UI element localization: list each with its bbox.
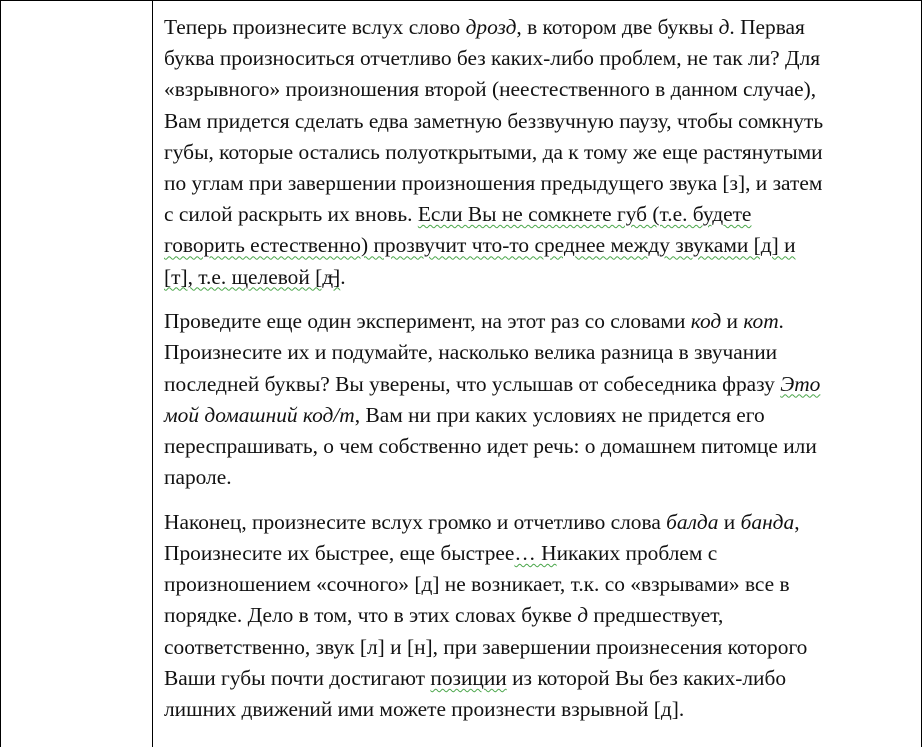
text-line	[164, 74, 916, 105]
text-run: переспрашивать, о чем собственно идет речь: о домашнем питомце или	[164, 433, 817, 458]
text-run: Вам придется сделать едва заметную беззвучную паузу, чтобы сомкнуть	[164, 108, 824, 133]
text-run: Наконец, произнесите вслух громко и отчетливо слова	[164, 509, 667, 534]
text-run: Произнесите их и подумайте, насколько велика разница в звучании	[164, 340, 778, 365]
text-line	[164, 43, 916, 74]
text-line	[164, 462, 916, 493]
text-line	[164, 600, 916, 631]
text-line	[164, 369, 916, 400]
spellcheck-flagged-text: … Н	[514, 541, 557, 565]
italic-word: кот.	[743, 309, 785, 334]
paragraph	[164, 306, 916, 493]
italic-word: д	[577, 603, 589, 628]
text-run: пароле.	[164, 465, 232, 490]
spellcheck-flagged-text: Если Вы не сомкнете губ (т.е. будете	[417, 202, 752, 227]
text-run: по углам при завершении произношения предыдущего звука [з], и затем	[164, 170, 823, 195]
text-line	[164, 199, 916, 230]
text-run: произношением «сочного» [д] не возникает, т.к. со «взрывами» все в	[164, 572, 790, 597]
text-run: губы, которые остались полуоткрытыми, да к тому же еще растянутыми	[164, 139, 823, 164]
paragraph	[164, 507, 916, 725]
text-line	[164, 569, 916, 600]
spellcheck-flagged-text: Это	[780, 371, 821, 396]
text-run: последней буквы? Вы уверены, что услышав от собеседника фразу	[164, 371, 781, 396]
paragraph	[164, 12, 916, 293]
italic-word: д	[718, 15, 730, 39]
text-run: .	[340, 264, 346, 289]
text-run: с силой раскрыть их вновь.	[164, 202, 418, 227]
italic-word: код	[690, 309, 722, 334]
text-run: Теперь произнесите вслух слово	[164, 15, 466, 39]
text-line	[164, 400, 916, 431]
text-line	[164, 663, 916, 694]
text-run: предшествует,	[588, 603, 724, 628]
italic-word: банда	[740, 509, 795, 534]
text-run: и	[718, 509, 741, 534]
column-divider	[152, 0, 153, 747]
text-run: ,	[794, 509, 800, 534]
text-run: , Вам ни при каких условиях не придется его	[354, 402, 765, 427]
text-run: Проведите еще один эксперимент, на этот раз со словами	[164, 309, 691, 334]
text-run: , в котором две буквы	[516, 15, 719, 39]
spellcheck-flagged-text: позиции	[430, 665, 507, 690]
text-run: . Первая	[729, 15, 805, 39]
text-line	[164, 230, 916, 261]
spellcheck-flagged-text: говорить естественно) прозвучит что-то среднее между звуками [д] и	[164, 233, 796, 258]
italic-word: мой домашний код/т	[164, 402, 355, 427]
text-line	[164, 694, 916, 725]
text-line	[164, 306, 916, 337]
text-run: и	[721, 309, 744, 334]
text-run: Произнесите их быстрее, еще быстрее	[164, 541, 515, 565]
spellcheck-flagged-text: [т], т.е. щелевой [д̶]	[164, 264, 341, 289]
text-cell	[164, 12, 916, 739]
text-line	[164, 137, 916, 168]
text-run: буква произноситься отчетливо без каких-либо проблем, не так ли? Для	[164, 46, 821, 71]
italic-word: дрозд	[465, 15, 517, 39]
text-line	[164, 168, 916, 199]
text-run: «взрывного» произношения второй (неестественного в данном случае),	[164, 77, 817, 102]
text-line	[164, 632, 916, 663]
text-line	[164, 538, 916, 569]
text-line	[164, 106, 916, 137]
text-run: порядке. Дело в том, что в этих словах букве	[164, 603, 578, 628]
text-line	[164, 431, 916, 462]
text-run: лишних движений ими можете произнести взрывной [д].	[164, 696, 685, 721]
text-run: икаких проблем с	[556, 541, 718, 565]
text-run: Ваши губы почти достигают	[164, 665, 431, 690]
text-run: соответственно, звук [л] и [н], при завершении произнесения которого	[164, 634, 808, 659]
text-line	[164, 337, 916, 368]
text-run: из которой Вы без каких-либо	[506, 665, 787, 690]
italic-word: балда	[666, 509, 719, 534]
text-line	[164, 507, 916, 538]
text-line	[164, 12, 916, 43]
text-line	[164, 262, 916, 293]
